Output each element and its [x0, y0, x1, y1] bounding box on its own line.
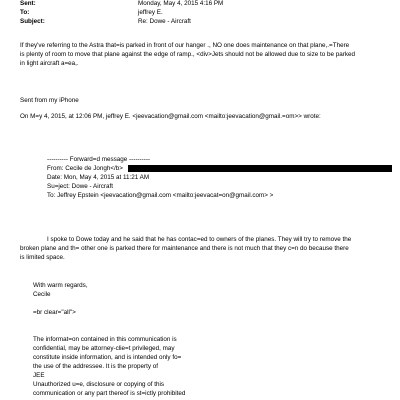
forward-date: Date: Mon, May 4, 2015 at 11:21 AM: [47, 174, 150, 181]
to-value: jeffrey E.: [138, 9, 163, 16]
forward-to: To: Jeffrey Epstein <jeevacation@gmail.com <mailto:jeevacat=on@gmail.com> >: [47, 192, 274, 199]
redaction-bar: [128, 165, 392, 172]
disclaimer-line-6: Unauthorized u=e, disclosure or copying of this: [33, 381, 165, 388]
signature: Sent from my iPhone: [20, 97, 79, 104]
disclaimer-line-7: communication or any part thereof is st=ictly prohibited: [33, 390, 186, 397]
disclaimer-line-4: the use of the addressee. It is the property of: [33, 363, 158, 370]
sent-value: Monday, May 4, 2015 4:16 PM: [138, 0, 224, 7]
subject-label: Subject:: [20, 18, 45, 25]
to-label: To:: [20, 9, 30, 16]
message-line-1: I spoke to Dowe today and he said that he has contac=ed to owners of the planes. They will try to remove the: [47, 236, 352, 243]
message-line-3: is limited space.: [20, 254, 65, 261]
reply-line-1: If they've referring to the Astra that=is parked in front of our hanger ., NO one does maintenance on that plane,.=There: [20, 42, 350, 49]
disclaimer-line-2: confidential, may be attorney-clie=t privileged, may: [33, 345, 175, 352]
message-line-2: broken plane and th= other one is parked there for maintenance and there is not much that they c=n do because there: [20, 245, 349, 252]
subject-value: Re: Dowe - Aircraft: [138, 18, 191, 25]
quote-intro: On M=y 4, 2015, at 12:06 PM, jeffrey E. <jeevacation@gmail.com <mailto:jeevacation@gmail.=om>> wrote:: [20, 113, 321, 120]
closing-line-1: With warm regards,: [33, 282, 88, 289]
forward-divider: ---------- Forward=d message ----------: [47, 156, 151, 163]
forward-subject: Su=ject: Dowe - Aircraft: [47, 183, 113, 190]
forward-from: From: Cecile de Jongh</b>: [47, 165, 123, 172]
disclaimer-line-3: constitute inside information, and is intended only fo=: [33, 354, 182, 361]
closing-line-2: Cecile: [33, 291, 51, 298]
sent-label: Sent:: [20, 0, 36, 7]
disclaimer-line-1: The informat=on contained in this communication is: [33, 336, 177, 343]
br-tag-text: =br clear="all">: [33, 309, 76, 316]
reply-line-2: is plenty of room to move that plane against the edge of ramp., <div>Jets should not be allowed due to size to be parked: [20, 51, 355, 58]
disclaimer-line-5: JEE: [33, 372, 45, 379]
reply-line-3: in light aircraft a=ea,.: [20, 60, 79, 67]
